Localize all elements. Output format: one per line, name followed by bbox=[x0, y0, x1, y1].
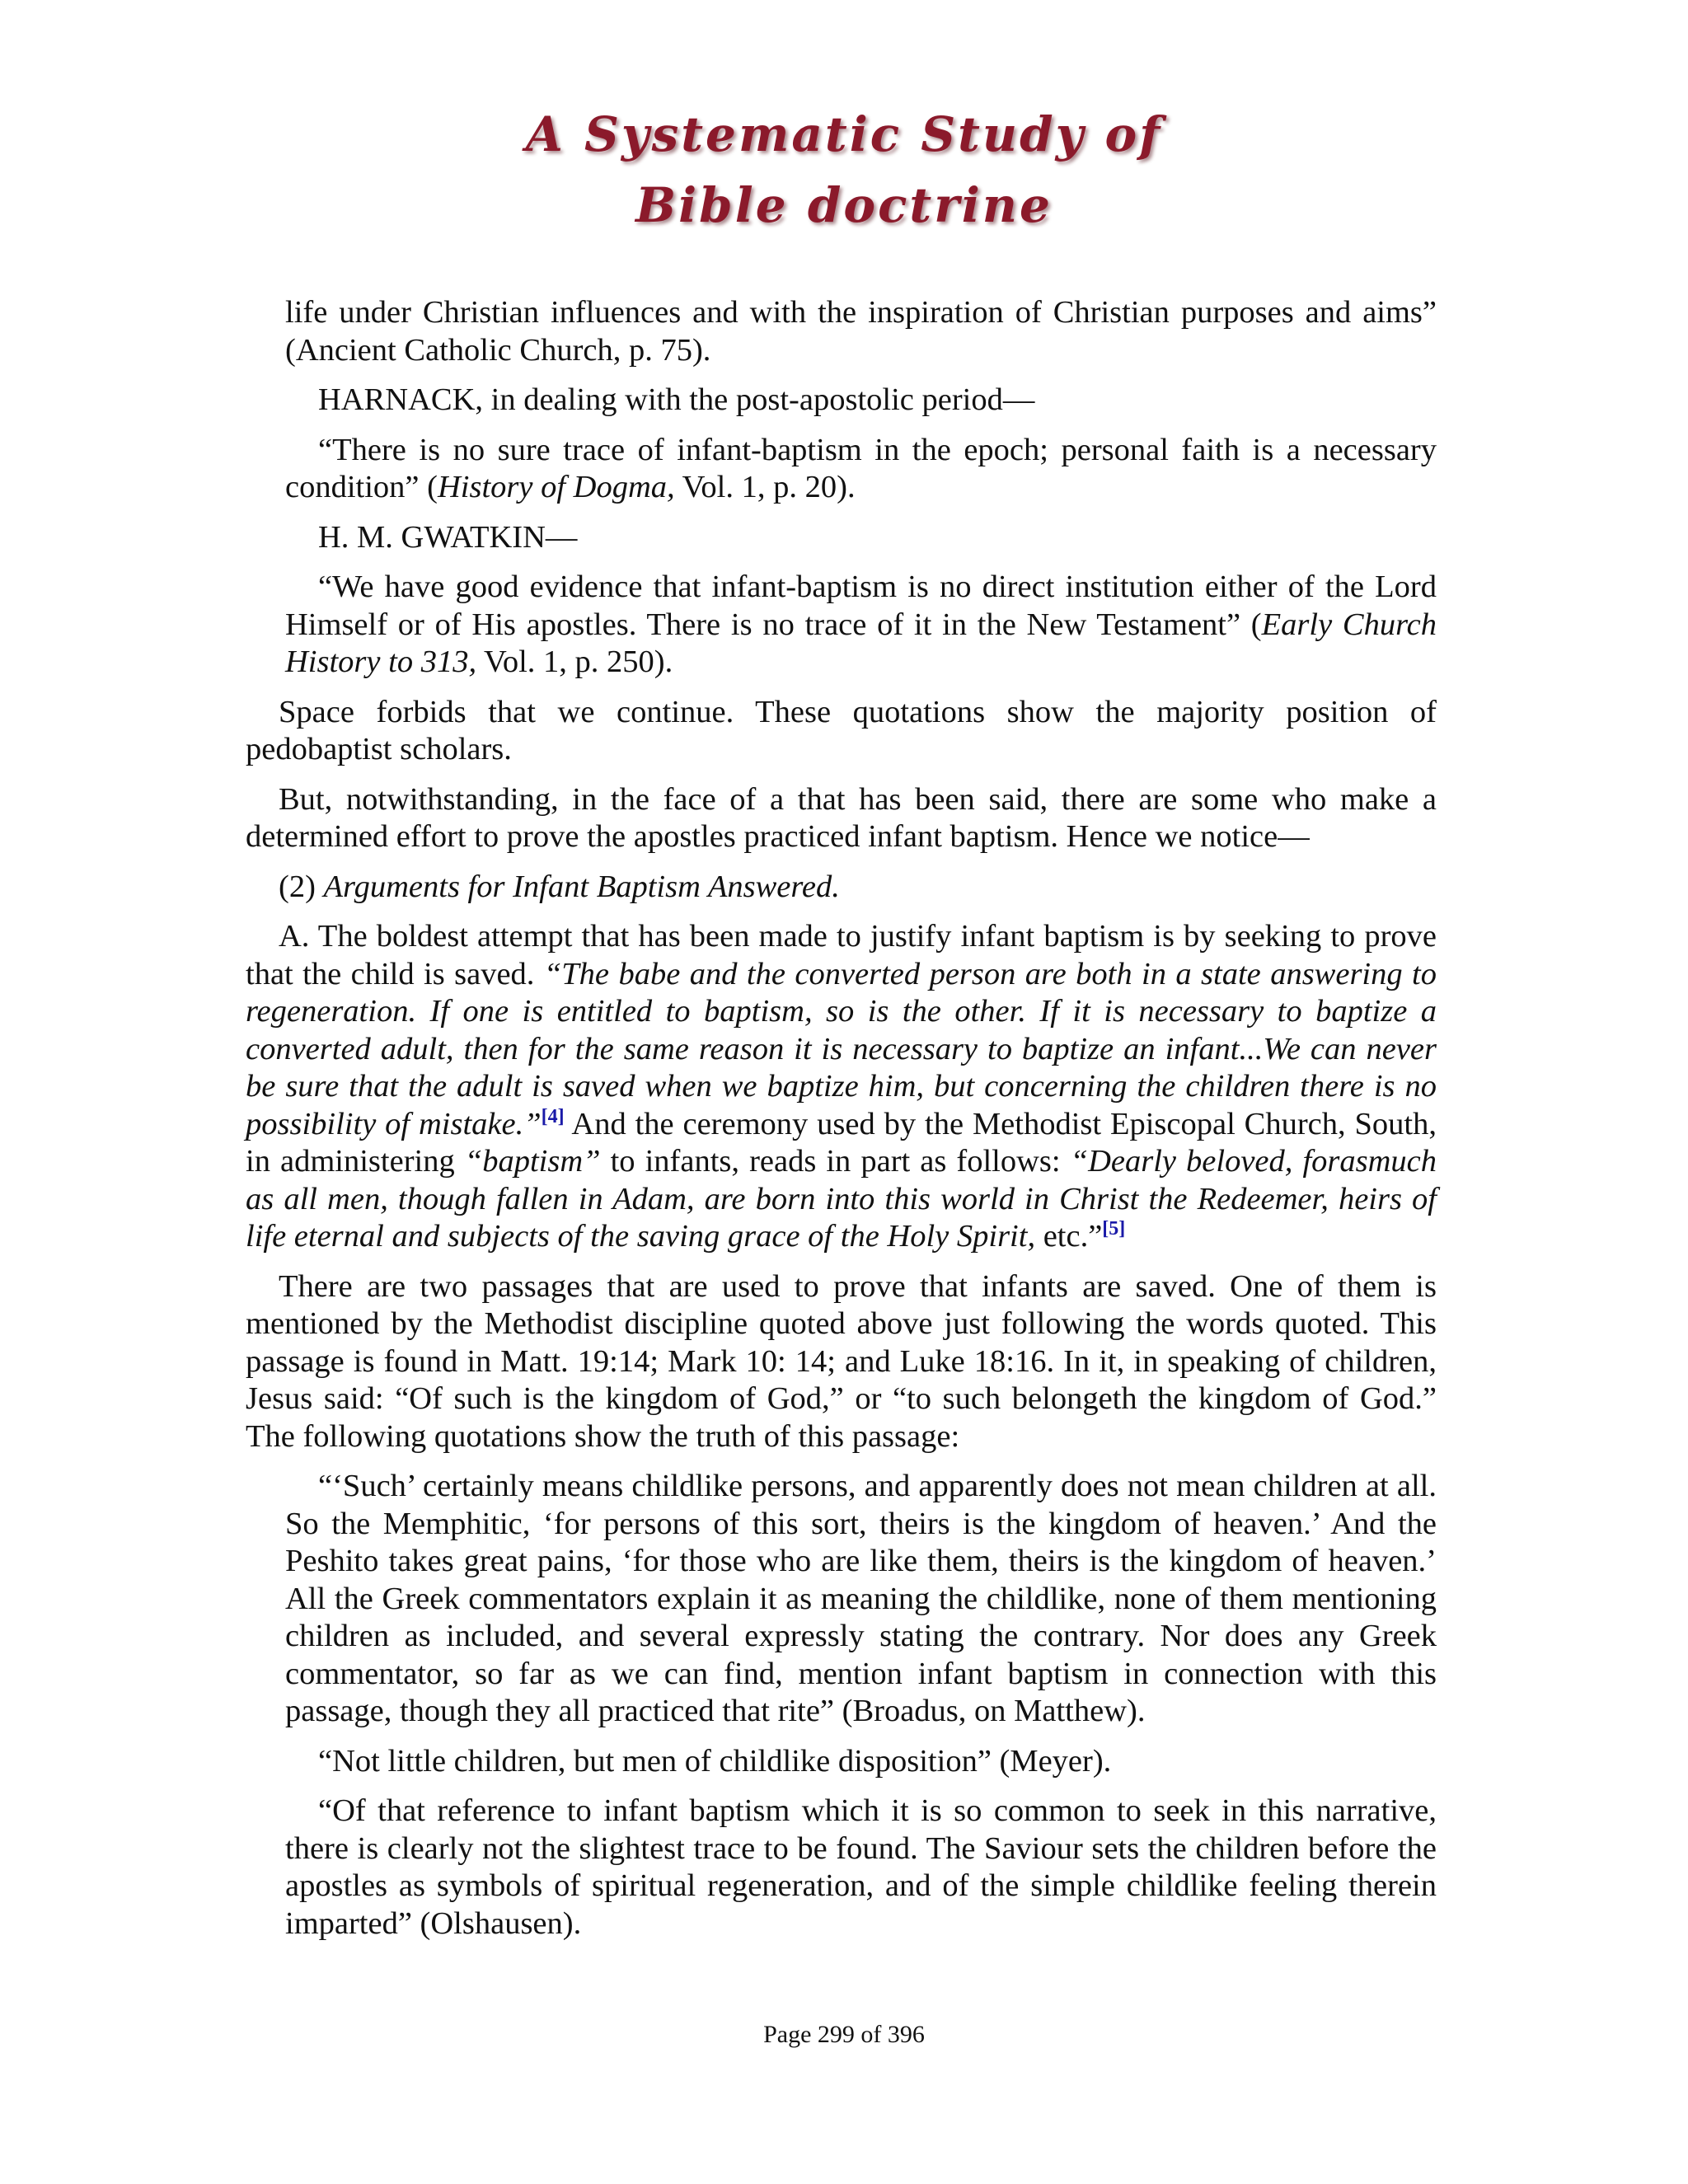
italic-quote-dearly-beloved: “Dearly beloved, forasmuch as all men, though fallen in Adam, are born into this world in Christ the Redeemer, heirs of life eternal and subjects of the saving grace of the Holy Spirit, bbox=[246, 1144, 1437, 1254]
body-paragraph-two-passages: There are two passages that are used to prove that infants are saved. One of them is mentioned by the Methodist discipline quoted above just following the words quoted. This passage is found in Matt. 19:14; Mark 10: 14; and Luke 18:16. In it, in speaking of children, Jesus said: “Of such is the kingdom of God,” or “to such belongeth the kingdom of God.” The following quotations show the truth of this passage: bbox=[246, 1268, 1437, 1454]
page-number: Page 299 of 396 bbox=[763, 2021, 925, 2048]
text-run: Vol. 1, p. 250). bbox=[476, 644, 673, 679]
quote-paragraph-meyer: “Not little children, but men of childlike disposition” (Meyer). bbox=[318, 1743, 1112, 1779]
body-paragraph-notwithstanding: But, notwithstanding, in the face of a that has been said, there are some who make a determined effort to prove the apostles practiced infant baptism. Hence we notice— bbox=[246, 781, 1437, 854]
page-header-logo bbox=[0, 99, 1688, 241]
citation-heading-gwatkin: H. M. GWATKIN— bbox=[318, 519, 578, 555]
header-title-line-1: A Systematic Study of bbox=[525, 106, 1163, 162]
quote-paragraph-1: life under Christian influences and with the inspiration of Christian purposes and aims” (Ancient Catholic Church, p. 75). bbox=[285, 295, 1437, 368]
quote-paragraph-gwatkin bbox=[246, 569, 1437, 682]
text-run: And the ceremony used by the Methodist Episcopal Church, South, in administering bbox=[246, 1106, 1437, 1179]
text-run: etc.” bbox=[1035, 1219, 1103, 1254]
book-title-history-of-dogma: History of Dogma, bbox=[437, 470, 675, 504]
text-run: “We have good evidence that infant-baptism is no direct institution either of the Lord Himself or of His apostles. There is no trace of it in the New Testament” ( bbox=[285, 569, 1437, 642]
section-heading-arguments bbox=[246, 869, 1437, 907]
book-title-early-church-history: Early Church History to 313, bbox=[285, 607, 1437, 679]
text-run: Vol. 1, p. 20). bbox=[674, 470, 856, 504]
quote-paragraph-olshausen: “Of that reference to infant baptism which it is so common to seek in this narrative, there is clearly not the slightest trace to be found. The Saviour sets the children before the apostles as symbols of spiritual regeneration, and of the simple childlike feeling therein imparted” (Olshausen). bbox=[285, 1793, 1437, 1941]
text-run: to infants, reads in part as follows: bbox=[600, 1144, 1071, 1179]
footnote-link-5[interactable]: [5] bbox=[1102, 1218, 1126, 1240]
header-title-line-2: Bible doctrine bbox=[635, 177, 1053, 233]
body-paragraph-space-forbids: Space forbids that we continue. These quotations show the majority position of pedobaptist scholars. bbox=[246, 694, 1437, 766]
page-body bbox=[246, 294, 1437, 1955]
section-title: Arguments for Infant Baptism Answered. bbox=[323, 869, 840, 904]
body-paragraph-boldest-attempt bbox=[246, 918, 1437, 1256]
text-run: A. The boldest attempt that has been made to justify infant baptism is by seeking to prove that the child is saved. bbox=[246, 919, 1437, 991]
text-run: “There is no sure trace of infant-baptism in the epoch; personal faith is a necessary condition” ( bbox=[285, 432, 1437, 504]
quote-paragraph-harnack bbox=[246, 432, 1437, 507]
italic-word-baptism: “baptism” bbox=[464, 1144, 601, 1179]
quote-paragraph-broadus: “‘Such’ certainly means childlike persons, and apparently does not mean children at all. So the Memphitic, ‘for persons of this sort, theirs is the kingdom of heaven.’ And the Peshito takes great pains, ‘for those who are like them, theirs is the kingdom of heaven.’ All the Greek commentators explain it as meaning the childlike, none of them mentioning children as included, and several expressly stating the contrary. Nor does any Greek commentator, so far as we can find, mention infant baptism in connection with this passage, though they all practiced that rite” (Broadus, on Matthew). bbox=[285, 1469, 1437, 1728]
section-number: (2) bbox=[279, 869, 324, 904]
citation-heading-harnack: HARNACK, in dealing with the post-apostolic period— bbox=[318, 382, 1035, 417]
footnote-link-4[interactable]: [4] bbox=[541, 1105, 565, 1127]
italic-quote-babe: “The babe and the converted person are both in a state answering to regeneration. If one is entitled to baptism, so is the other. If it is necessary to baptize a converted adult, then for the same reason it is necessary to baptize an infant...We can never be sure that the adult is saved when we baptize him, but concerning the children there is no possibility of mistake.” bbox=[246, 956, 1437, 1141]
